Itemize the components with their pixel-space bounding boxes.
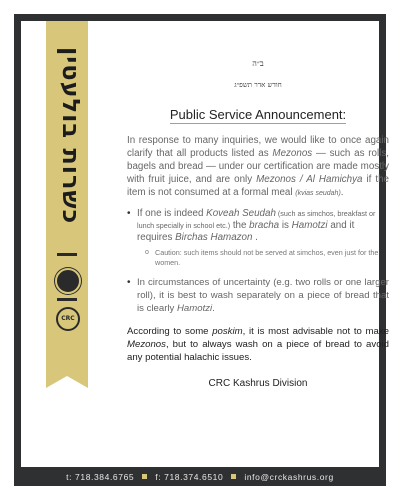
separator-square-icon xyxy=(142,474,147,479)
list-item xyxy=(127,276,389,315)
email-link[interactable]: info@crckashrus.org xyxy=(244,471,334,482)
banner-notch xyxy=(46,376,88,388)
term-hamotzi: Hamotzi xyxy=(291,220,328,231)
document-page xyxy=(21,21,389,467)
page-frame xyxy=(14,14,389,486)
crc-logo-icon: CRC xyxy=(56,307,80,331)
bullet-text: . xyxy=(212,303,215,314)
signature: CRC Kashrus Division xyxy=(208,378,308,389)
fax-number: f: 718.374.6510 xyxy=(155,471,224,482)
term-mezonos: Mezonos xyxy=(272,148,313,159)
intro-paragraph xyxy=(127,134,389,200)
phone-number[interactable]: t: 718.384.6765 xyxy=(66,471,135,482)
hebrew-date: חודש אדר תשפ״ג xyxy=(234,81,282,89)
term-hamotzi: Hamotzi xyxy=(176,303,213,314)
announcement-body xyxy=(127,59,389,389)
bh-header: ב״ה xyxy=(252,59,264,68)
bullet-text: . xyxy=(252,232,258,243)
bullet-text-small: (such as simchos, breakfast or lunch specially in school etc.) xyxy=(137,209,376,230)
term-koveah-seudah: Koveah Seudah xyxy=(206,208,276,219)
intro-text: if the item is not consumed at a formal meal xyxy=(127,174,389,198)
banner-divider-top xyxy=(57,253,77,256)
closing-text: , but to always wash on a piece of bread to avoid any potential halachic issues. xyxy=(127,339,389,363)
term-birchas-hamazon: Birchas Hamazon xyxy=(175,232,253,243)
intro-text: — such as rolls, bagels and bread — under our certification are made mostly with fruit juice, and are only xyxy=(127,148,389,185)
term-mezonos-al-hamichya: Mezonos / Al Hamichya xyxy=(256,174,363,185)
term-mezonos: Mezonos xyxy=(127,339,166,350)
bullet-text: In circumstances of uncertainty (e.g. two rolls or one larger roll), it is best to wash separately on a piece of bread that is clearly xyxy=(137,277,389,314)
bullet-text: and it requires xyxy=(137,220,355,243)
banner-divider-bottom xyxy=(57,298,77,301)
bullet-list xyxy=(127,208,389,315)
contact-footer xyxy=(14,467,386,486)
intro-text: . xyxy=(340,187,344,198)
bullet-text: is xyxy=(279,220,292,231)
list-item xyxy=(127,208,389,268)
seal-icon xyxy=(55,268,81,294)
term-poskim: poskim xyxy=(212,326,243,337)
term-bracha: bracha xyxy=(249,220,280,231)
bullet-text: If one is indeed xyxy=(137,208,207,219)
caution-subitem: o Caution: such items should not be served at simchos, even just for the women. xyxy=(137,248,389,268)
title-text: Public Service Announcement: xyxy=(169,107,347,122)
closing-text: According to some xyxy=(127,326,213,337)
banner-title: כשרות בולעטין xyxy=(57,47,85,225)
bullet-text: the xyxy=(230,220,250,231)
separator-square-icon xyxy=(231,474,236,479)
closing-paragraph xyxy=(127,325,389,364)
term-kvias-seudah: (kvias seudah) xyxy=(295,190,341,197)
closing-text: , it is most advisable not to make xyxy=(242,326,389,337)
page-title xyxy=(127,107,389,122)
intro-text: In response to many inquiries, we would like to once again clarify that all products listed as xyxy=(127,135,389,159)
